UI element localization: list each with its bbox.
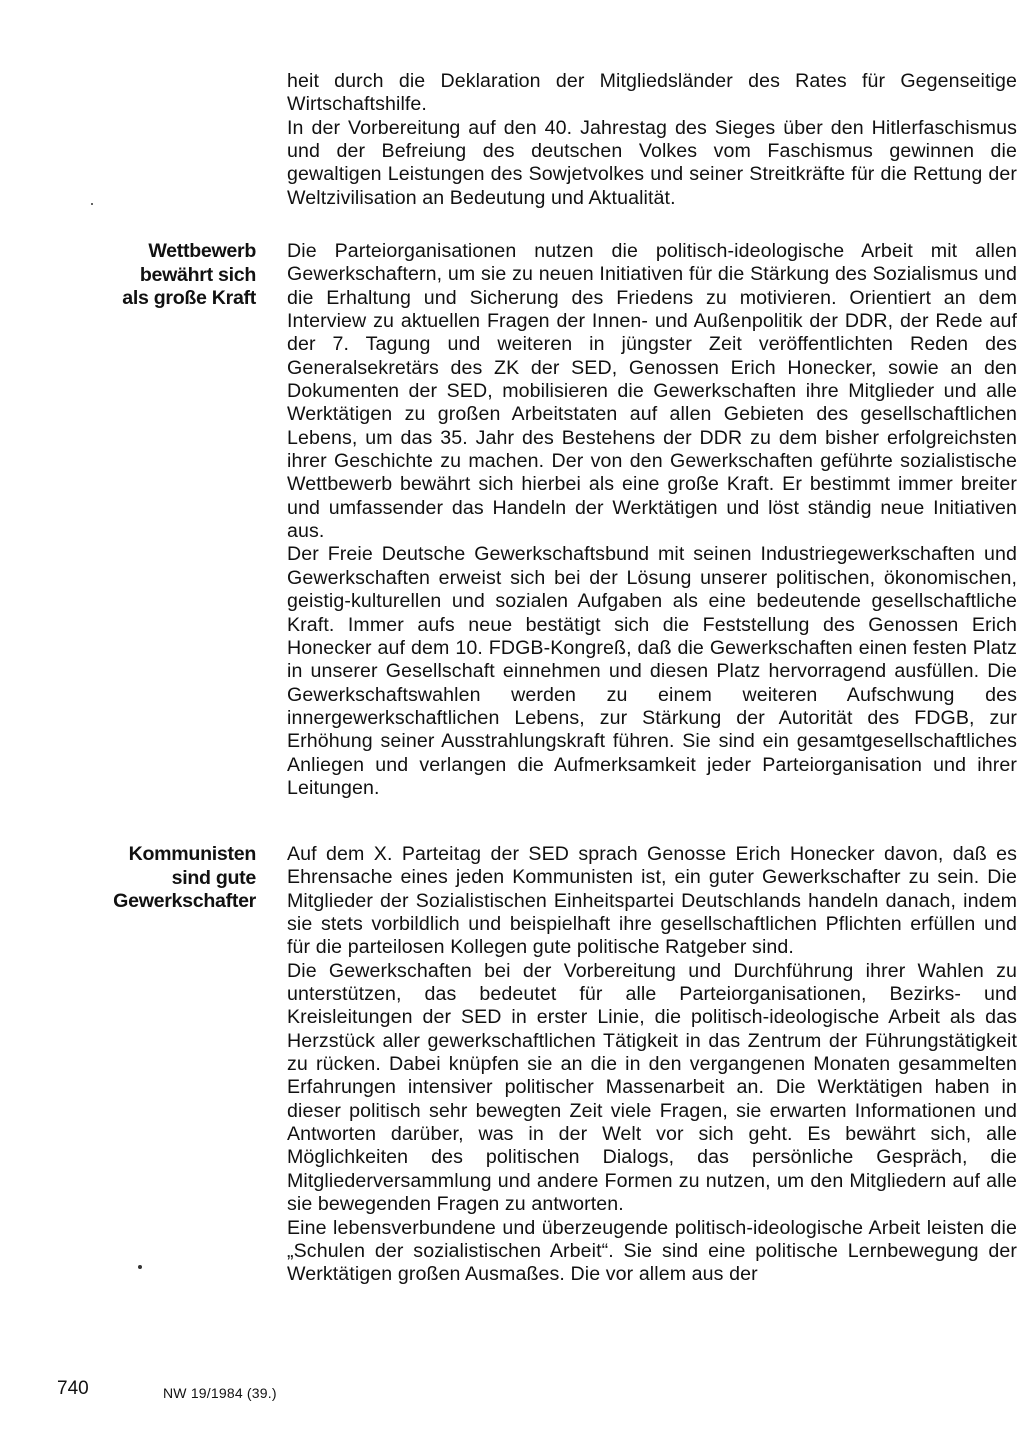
- section-text-wettbewerb: [287, 240, 1017, 800]
- body-paragraph: In der Vorbereitung auf den 40. Jahrestag des Sieges über den Hitlerfaschismus und der Befreiung des deutschen Volkes vom Faschismus gewinnen die gewaltigen Leistungen des Sowjetvolkes und seiner Streitkräfte für die Rettung der Weltzivilisation an Bedeutung und Aktualität.: [287, 116, 1017, 209]
- side-heading-line: Wettbewerb: [148, 240, 256, 262]
- page-number: 740: [57, 1378, 89, 1399]
- section-text-kommunisten: [287, 843, 1017, 1287]
- body-paragraph: Auf dem X. Parteitag der SED sprach Genosse Erich Honecker davon, daß es Ehrensache eines jeden Kommunisten ist, ein guter Gewerkschafter zu sein. Die Mitglieder der Sozialistischen Einheitspartei Deutschlands handeln danach, indem sie stets vorbildlich und beispielhaft ihre gesellschaftlichen Pflichten erfüllen und für die parteilosen Kollegen gute politische Ratgeber sind.: [287, 843, 1017, 959]
- body-paragraph: Die Gewerkschaften bei der Vorbereitung und Durchführung ihrer Wahlen zu unterstützen, das bedeutet für alle Parteiorganisationen, Bezirks- und Kreisleitungen der SED in erster Linie, die politisch-ideologische Arbeit als das Herzstück aller gewerkschaftlichen Tätigkeit in das Zentrum der Führungstätigkeit zu rücken. Dabei knüpfen sie an die in den vergangenen Monaten gesammelten Erfahrungen intensiver politischer Massenarbeit an. Die Werktätigen haben in dieser politisch sehr bewegten Zeit viele Fragen, sie erwarten Informationen und Antworten darüber, was in der Welt vor sich geht. Es bewährt sich, alle Möglichkeiten des politischen Dialogs, das persönliche Gespräch, die Mitgliederversammlung und andere Formen zu nutzen, um den Mitgliedern auf alle sie bewegenden Fragen zu antworten.: [287, 959, 1017, 1216]
- scan-speck: [91, 203, 93, 205]
- side-heading-line: als große Kraft: [122, 287, 256, 310]
- body-paragraph: Der Freie Deutsche Gewerkschaftsbund mit seinen Industriegewerkschaften und Gewerkschaften erweist sich bei der Lösung unserer politischen, ökonomischen, geistig-kulturellen und sozialen Aufgaben als eine bedeutende gesellschaftliche Kraft. Immer aufs neue bestätigt sich die Feststellung des Genossen Erich Honecker auf dem 10. FDGB-Kongreß, daß die Gewerkschaften einen festen Platz in unserer Gesellschaft einnehmen und diesen Platz hervorragend ausfüllen. Die Gewerkschaftswahlen werden zu einem weiteren Aufschwung des innergewerkschaftlichen Lebens, zur Stärkung der Autorität des FDGB, zur Erhöhung seiner Ausstrahlungskraft führen. Sie sind ein gesamtgesellschaftliches Anliegen und verlangen die Aufmerksamkeit jeder Parteiorganisation und ihrer Leitungen.: [287, 543, 1017, 799]
- body-paragraph: Die Parteiorganisationen nutzen die politisch-ideologische Arbeit mit allen Gewerkschaftern, um sie zu neuen Initiativen für die Stärkung des Sozialismus und die Erhaltung und Sicherung des Friedens zu motivieren. Orientiert an dem Interview zu aktuellen Fragen der Innen- und Außenpolitik der DDR, der Rede auf der 7. Tagung und weiteren in jüngster Zeit veröffentlichten Reden des Generalsekretärs des ZK der SED, Genossen Erich Honecker, sowie an den Dokumenten der SED, mobilisieren die Gewerkschaften ihre Mitglieder und alle Werktätigen zu großen Arbeitstaten auf allen Gebieten des gesellschaftlichen Lebens, um das 35. Jahr des Bestehens der DDR zu dem bisher erfolgreichsten ihrer Geschichte zu machen. Der von den Gewerkschaften geführte sozialistische Wettbewerb bewährt sich hierbei als eine große Kraft. Er bestimmt immer breiter und umfassender das Handeln der Werktätigen und löst ständig neue Initiativen aus.: [287, 240, 1017, 543]
- side-heading-line: Gewerkschafter: [113, 890, 256, 913]
- body-paragraph: heit durch die Deklaration der Mitgliedsländer des Rates für Gegenseitige Wirtschaftshilfe.: [287, 70, 1017, 116]
- side-heading-line: bewährt sich: [139, 263, 256, 286]
- side-heading-kommunisten: [76, 843, 256, 914]
- side-heading-wettbewerb: [76, 240, 256, 311]
- journal-reference: NW 19/1984 (39.): [163, 1385, 277, 1401]
- continuation-text-block: [287, 70, 1017, 210]
- scan-speck: [138, 1265, 142, 1269]
- side-heading-line: sind gute: [171, 866, 256, 889]
- side-heading-line: Kommunisten: [128, 843, 256, 865]
- body-paragraph: Eine lebensverbundene und überzeugende politisch-ideologische Arbeit leisten die „Schulen der sozialistischen Arbeit“. Sie sind eine politische Lernbewegung der Werktätigen großen Ausmaßes. Die vor allem aus der: [287, 1216, 1017, 1286]
